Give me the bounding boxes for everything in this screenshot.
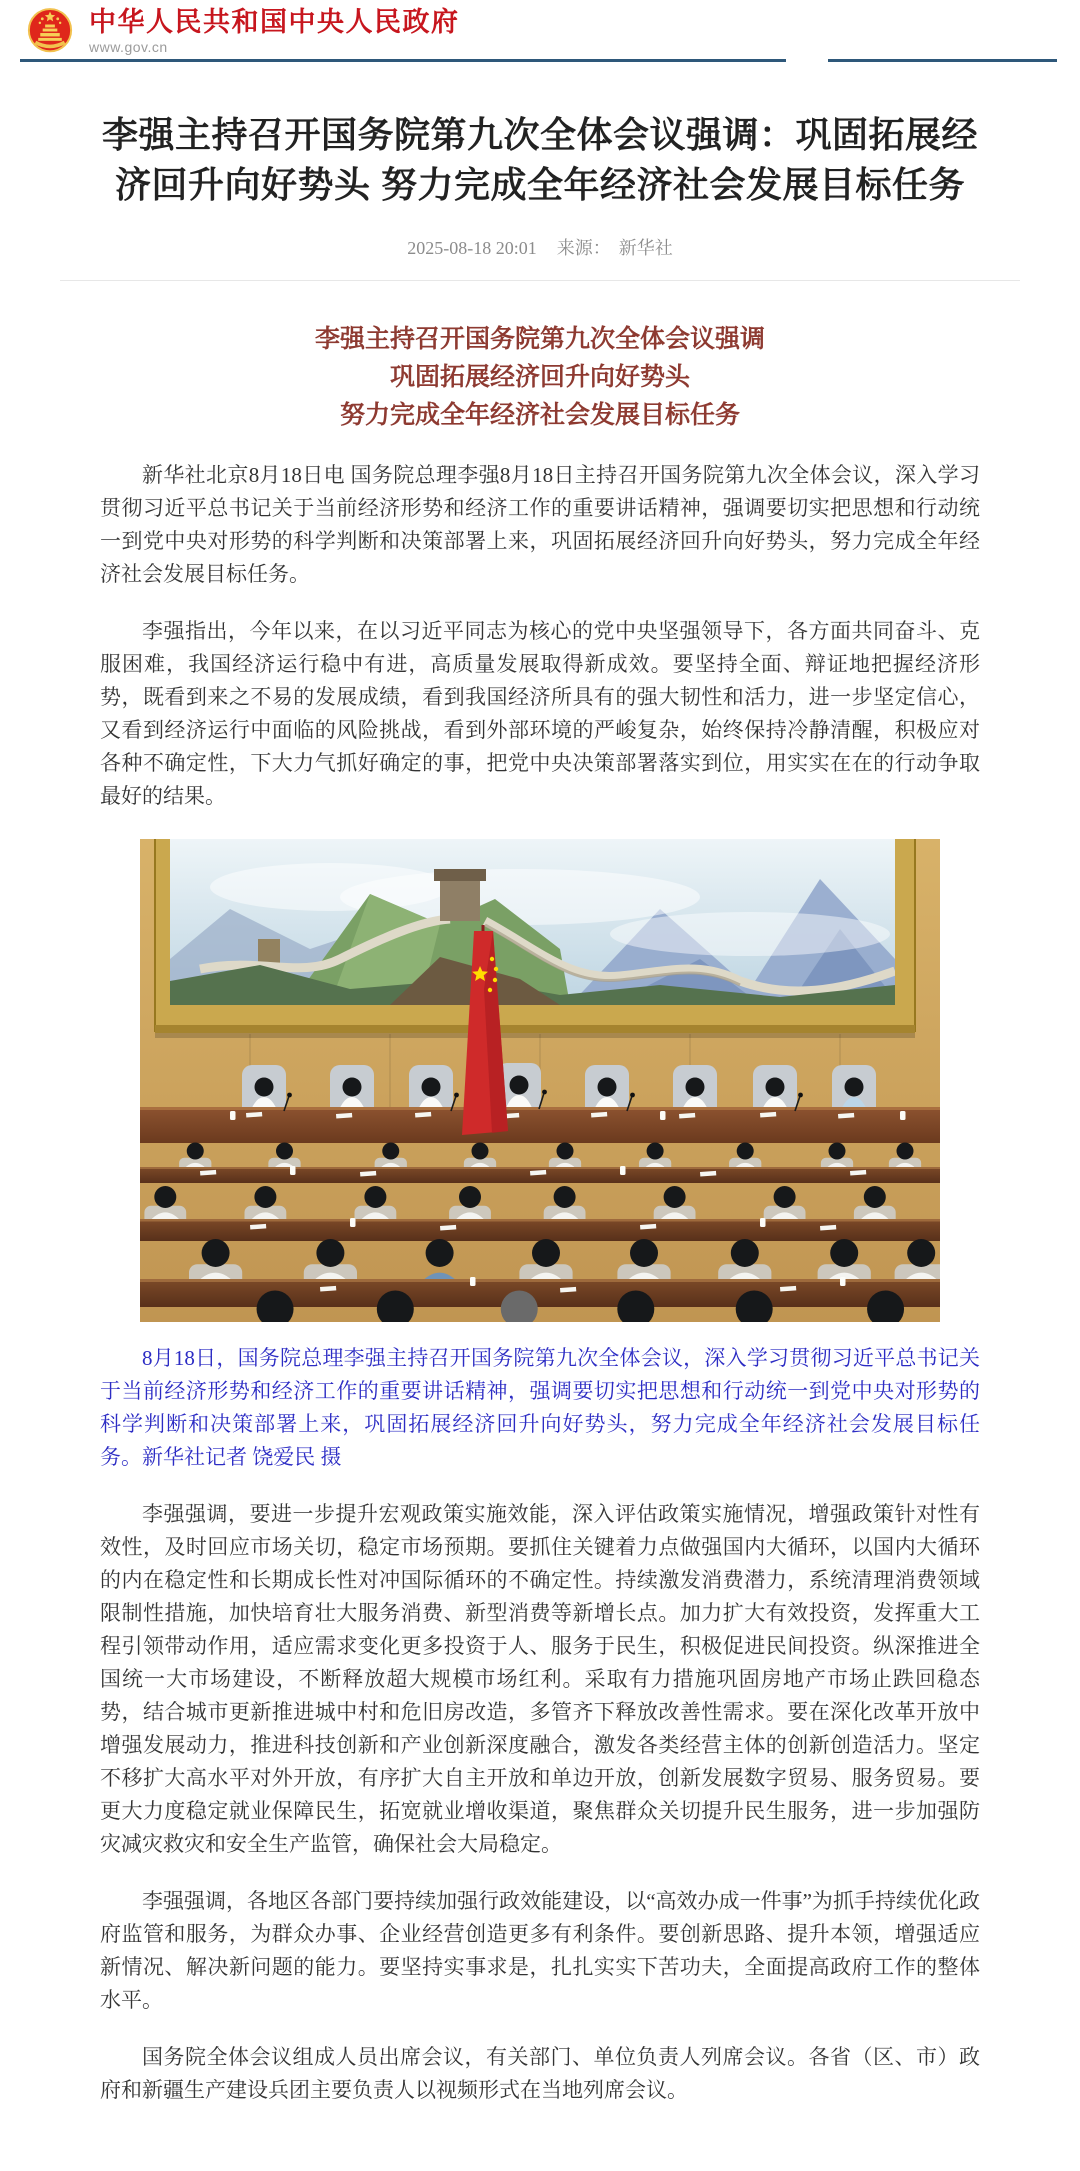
article-body	[100, 321, 980, 2107]
great-wall-painting	[155, 839, 915, 1038]
source-name[interactable]: 新华社	[618, 238, 673, 258]
publish-date: 2025-08-18 20:01	[407, 238, 537, 258]
header-divider-right	[828, 59, 1057, 62]
meta-divider	[60, 280, 1020, 281]
heading-line-2: 巩固拓展经济回升向好势头	[389, 364, 690, 391]
meeting-photo	[140, 839, 940, 1322]
article-inner-heading	[100, 321, 980, 435]
source-label: 来源：	[556, 238, 611, 258]
paragraph-2: 李强指出，今年以来，在以习近平同志为核心的党中央坚强领导下，各方面共同奋斗、克服困难，我国经济运行稳中有进，高质量发展取得新成效。要坚持全面、辩证地把握经济形势，既看到来之不易的发展成绩，看到我国经济所具有的强大韧性和活力，进一步坚定信心，又看到经济运行中面临的风险挑战，看到外部环境的严峻复杂，始终保持冷静清醒，积极应对各种不确定性，下大力气抓好确定的事，把党中央决策部署落实到位，用实实在在的行动争取最好的结果。	[100, 619, 980, 808]
national-emblem-icon[interactable]	[24, 5, 76, 57]
heading-line-3: 努力完成全年经济社会发展目标任务	[339, 402, 740, 429]
paragraph-5: 国务院全体会议组成人员出席会议，有关部门、单位负责人列席会议。各省（区、市）政府和新疆生产建设兵团主要负责人以视频形式在当地列席会议。	[100, 2045, 980, 2102]
paragraph-4: 李强强调，各地区各部门要持续加强行政效能建设，以“高效办成一件事”为抓手持续优化政府监管和服务，为群众办事、企业经营创造更多有利条件。要创新思路、提升本领，增强适应新情况、解决新问题的能力。要坚持实事求是，扎扎实实下苦功夫，全面提高政府工作的整体水平。	[100, 1889, 980, 2012]
heading-line-1: 李强主持召开国务院第九次全体会议强调	[314, 326, 765, 353]
header-divider-left	[20, 59, 786, 62]
header-divider	[0, 59, 1080, 62]
paragraph-1: 新华社北京8月18日电 国务院总理李强8月18日主持召开国务院第九次全体会议，深入学习贯彻习近平总书记关于当前经济形势和经济工作的重要讲话精神，强调要切实把思想和行动统一到党中央对形势的科学判断和决策部署上来，巩固拓展经济回升向好势头，努力完成全年经济社会发展目标任务。	[100, 463, 980, 586]
site-url: www.gov.cn	[89, 39, 168, 55]
article	[100, 110, 980, 260]
site-title[interactable]: 中华人民共和国中央人民政府	[89, 7, 460, 37]
article-meta	[100, 234, 980, 260]
audience	[140, 1143, 940, 1323]
paragraph-3: 李强强调，要进一步提升宏观政策实施效能，深入评估政策实施情况，增强政策针对性有效性，及时回应市场关切，稳定市场预期。要抓住关键着力点做强国内大循环，以国内大循环的内在稳定性和长期成长性对冲国际循环的不确定性。持续激发消费潜力，系统清理消费领域限制性措施，加快培育壮大服务消费、新型消费等新增长点。加力扩大有效投资，发挥重大工程引领带动作用，适应需求变化更多投资于人、服务于民生，积极促进民间投资。纵深推进全国统一大市场建设，不断释放超大规模市场红利。采取有力措施巩固房地产市场止跌回稳态势，结合城市更新推进城中村和危旧房改造，多管齐下释放改善性需求。要在深化改革开放中增强发展动力，推进科技创新和产业创新深度融合，激发各类经营主体的创新创造活力。坚定不移扩大高水平对外开放，有序扩大自主开放和单边开放，创新发展数字贸易、服务贸易。要更大力度稳定就业保障民生，拓宽就业增收渠道，聚焦群众关切提升民生服务，进一步加强防灾减灾救灾和安全生产监管，确保社会大局稳定。	[100, 1502, 980, 1856]
photo-caption: 8月18日，国务院总理李强主持召开国务院第九次全体会议，深入学习贯彻习近平总书记关于当前经济形势和经济工作的重要讲话精神，强调要切实把思想和行动统一到党中央对形势的科学判断和决策部署上来，巩固拓展经济回升向好势头，努力完成全年经济社会发展目标任务。新华社记者 饶爱民 摄	[100, 1346, 980, 1469]
page-title: 李强主持召开国务院第九次全体会议强调：巩固拓展经济回升向好势头 努力完成全年经济社会发展目标任务	[101, 114, 978, 205]
site-header	[0, 0, 1080, 59]
